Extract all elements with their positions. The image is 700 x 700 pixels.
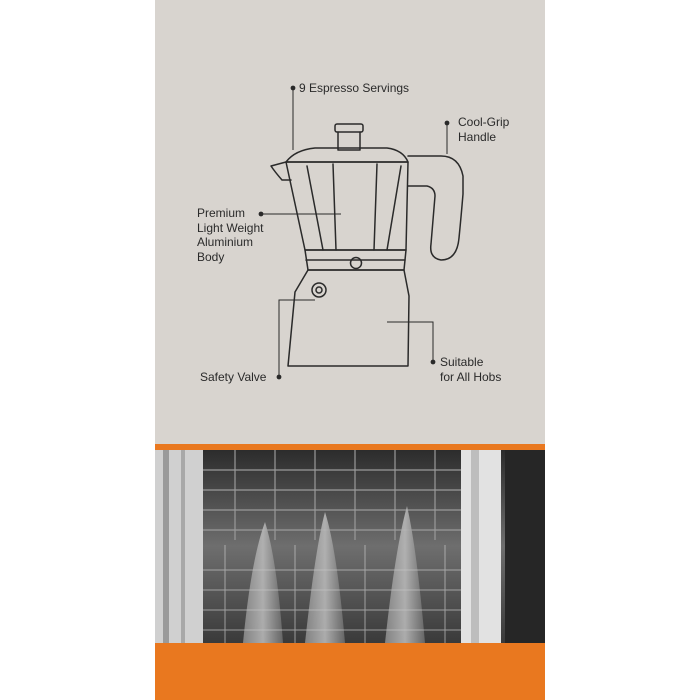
callout-body-line-1: Premium <box>197 206 246 220</box>
callout-handle <box>458 115 509 144</box>
callout-body-line-2: Light Weight <box>197 220 264 235</box>
filter-ring <box>305 250 406 270</box>
callout-body <box>197 206 264 264</box>
callout-servings-line-1: 9 Espresso Servings <box>299 81 410 95</box>
diagram-area <box>155 0 545 444</box>
callout-hobs <box>440 355 501 384</box>
upper-chamber <box>286 162 408 250</box>
callout-hobs-line-1: Suitable <box>440 355 484 369</box>
callout-handle-line-1: Cool-Grip <box>458 115 510 129</box>
orange-footer-band <box>155 643 545 700</box>
callout-servings <box>299 81 409 96</box>
architecture-photo <box>155 450 545 643</box>
lower-boiler <box>288 270 409 366</box>
lid-knob <box>335 124 363 150</box>
callout-body-line-4: Body <box>197 249 225 264</box>
handle <box>408 156 463 260</box>
callout-valve-line-1: Safety Valve <box>200 370 267 384</box>
leader-hobs <box>387 322 433 362</box>
callout-valve <box>200 370 266 385</box>
brand-m-logo-icon <box>351 258 362 269</box>
callout-body-line-3: Aluminium <box>197 235 254 249</box>
safety-valve <box>312 283 326 297</box>
callout-hobs-line-2: for All Hobs <box>440 369 502 384</box>
callout-handle-line-2: Handle <box>458 129 497 144</box>
product-info-panel <box>155 0 545 700</box>
